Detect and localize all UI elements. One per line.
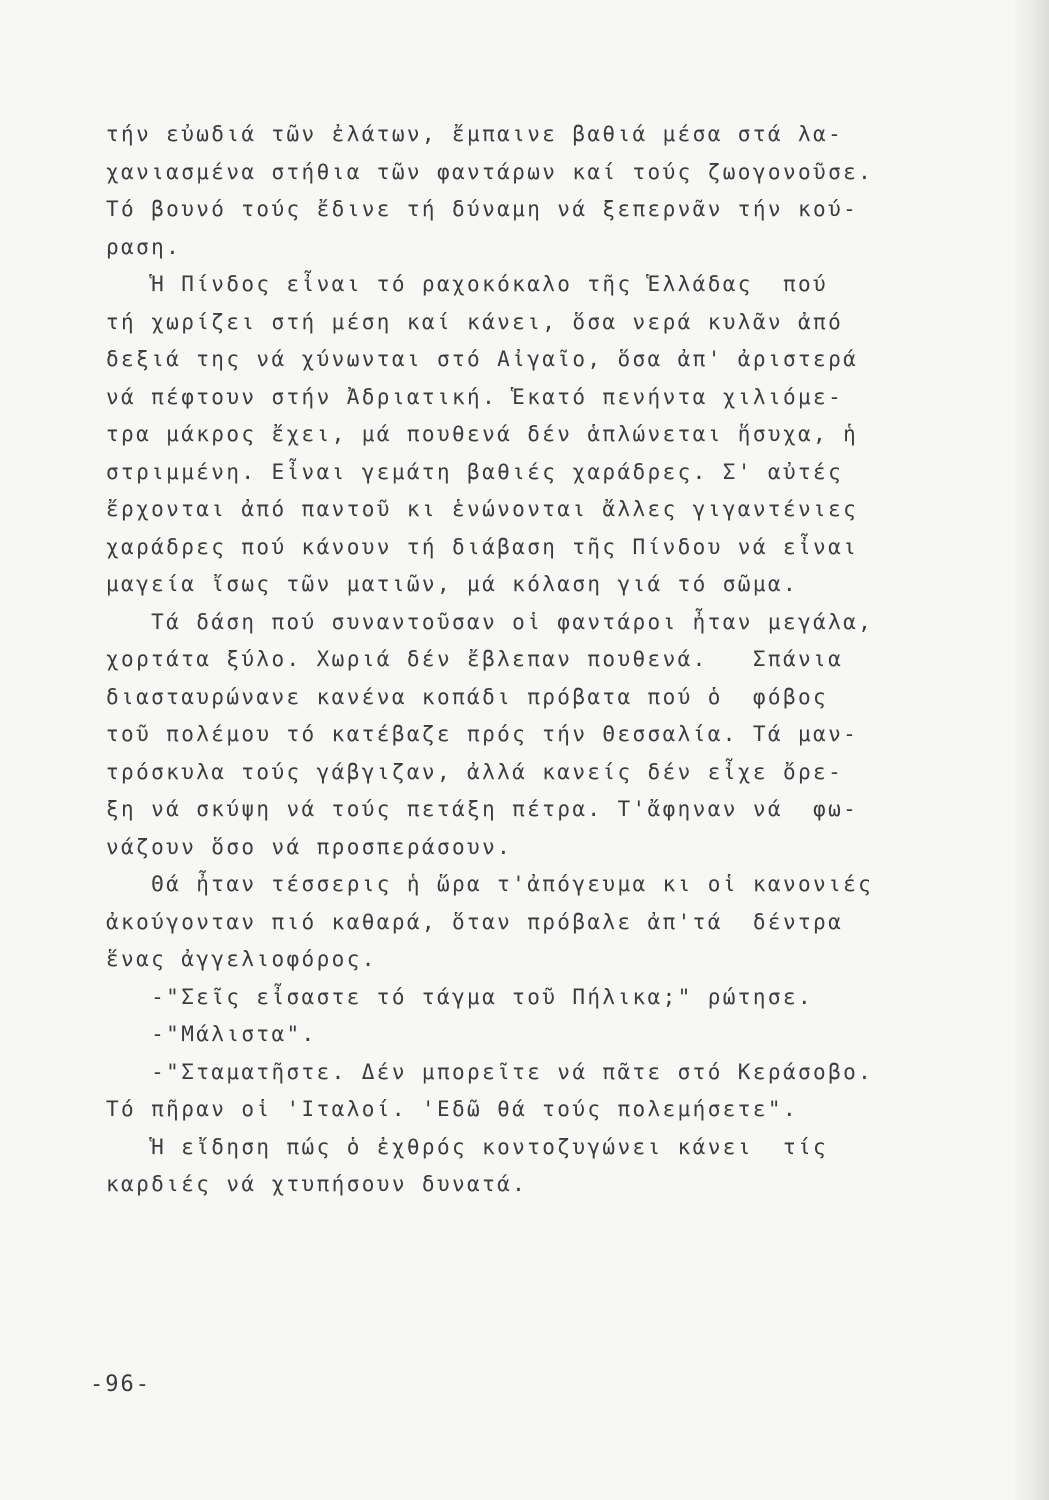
text-line: δεξιά της νά χύνωνται στό Αἰγαῖο, ὅσα ἀπ' ἀριστερά bbox=[106, 347, 859, 371]
text-line: χανιασμένα στήθια τῶν φαντάρων καί τούς ζωογονοῦσε. bbox=[106, 159, 874, 184]
text-line: Ἡ Πίνδος εἶναι τό ραχοκόκαλο τῆς Ἑλλάδας πού bbox=[106, 272, 829, 296]
text-line: ἀκούγονταν πιό καθαρά, ὅταν πρόβαλε ἀπ'τά δέντρα bbox=[106, 909, 844, 934]
text-line: τήν εὐωδιά τῶν ἐλάτων, ἔμπαινε βαθιά μέσα στά λα- bbox=[106, 122, 844, 146]
text-line: τρα μάκρος ἔχει, μά πουθενά δέν ἁπλώνεται ἥσυχα, ἡ bbox=[106, 422, 859, 446]
text-line: Ἡ εἴδηση πώς ὁ ἐχθρός κοντοζυγώνει κάνει τίς bbox=[106, 1134, 829, 1159]
text-line: -"Σταματῆστε. Δέν μπορεῖτε νά πᾶτε στό Κεράσοβο. bbox=[106, 1059, 874, 1084]
text-line: ξη νά σκύψη νά τούς πετάξη πέτρα. Τ'ἄφηναν νά φω- bbox=[106, 797, 859, 821]
text-line: Τό πῆραν οἱ 'Ιταλοί. 'Εδῶ θά τούς πολεμήσετε". bbox=[106, 1097, 798, 1121]
text-line: τοῦ πολέμου τό κατέβαζε πρός τήν Θεσσαλία. Τά μαν- bbox=[106, 722, 859, 746]
text-line: καρδιές νά χτυπήσουν δυνατά. bbox=[106, 1172, 528, 1196]
body-text bbox=[106, 116, 976, 1204]
text-line: -"Σεῖς εἶσαστε τό τάγμα τοῦ Πήλικα;" ρώτησε. bbox=[106, 984, 814, 1009]
text-line: χαράδρες πού κάνουν τή διάβαση τῆς Πίνδου νά εἶναι bbox=[106, 534, 859, 559]
text-line: Θά ἦταν τέσσερις ἡ ὥρα τ'ἀπόγευμα κι οἱ κανονιές bbox=[106, 872, 874, 896]
text-line: χορτάτα ξύλο. Χωριά δέν ἔβλεπαν πουθενά. Σπάνια bbox=[106, 647, 844, 671]
page-binding-edge bbox=[1015, 0, 1049, 1500]
text-line: τρόσκυλα τούς γάβγιζαν, ἀλλά κανείς δέν εἶχε ὄρε- bbox=[106, 759, 844, 784]
text-line: στριμμένη. Εἶναι γεμάτη βαθιές χαράδρες. Σ' αὐτές bbox=[106, 459, 844, 484]
text-line: μαγεία ἴσως τῶν ματιῶν, μά κόλαση γιά τό σῶμα. bbox=[106, 572, 798, 596]
text-line: Τά δάση πού συναντοῦσαν οἱ φαντάροι ἦταν μεγάλα, bbox=[106, 609, 874, 634]
text-line: Τό βουνό τούς ἔδινε τή δύναμη νά ξεπερνᾶν τήν κού- bbox=[106, 197, 859, 221]
text-line: ἔρχονται ἀπό παντοῦ κι ἑνώνονται ἄλλες γιγαντένιες bbox=[106, 497, 859, 521]
text-line: διασταυρώνανε κανένα κοπάδι πρόβατα πού ὁ φόβος bbox=[106, 684, 829, 709]
text-line: ἕνας ἀγγελιοφόρος. bbox=[106, 947, 377, 971]
text-line: νάζουν ὅσο νά προσπεράσουν. bbox=[106, 834, 513, 859]
text-line: νά πέφτουν στήν Ἀδριατική. Ἑκατό πενήντα χιλιόμε- bbox=[106, 384, 844, 409]
text-line: τή χωρίζει στή μέση καί κάνει, ὅσα νερά κυλᾶν ἀπό bbox=[106, 309, 844, 334]
text-line: -"Μάλιστα". bbox=[106, 1022, 317, 1046]
text-line: ραση. bbox=[106, 234, 182, 259]
page-number: -96- bbox=[90, 1372, 151, 1397]
